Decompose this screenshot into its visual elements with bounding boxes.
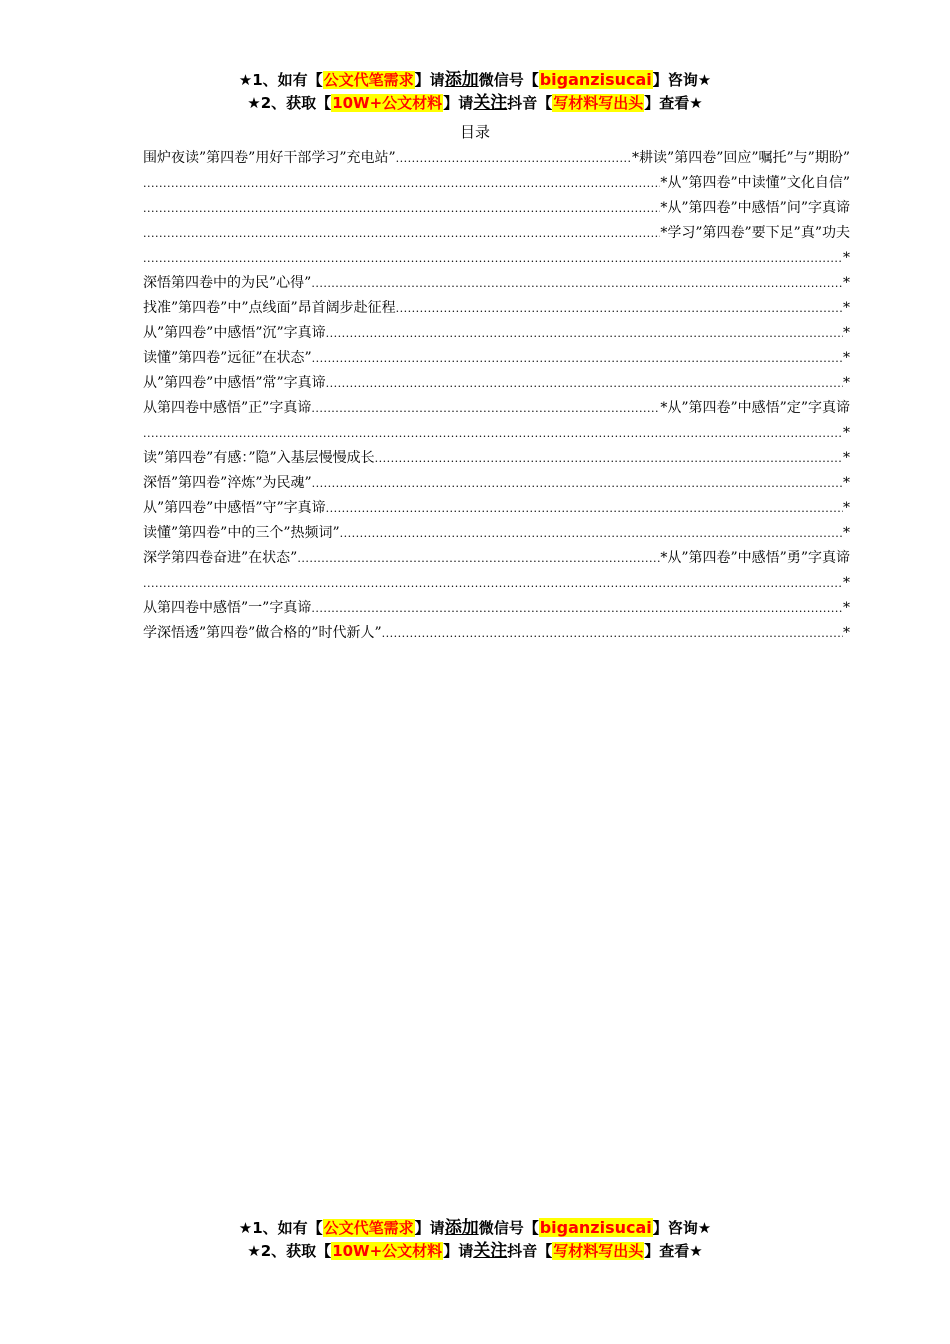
dot-leader [382,621,843,646]
toc-entry-ref: * [843,275,850,291]
toc-entry-title: 深悟”第四卷”淬炼”为民魂” [143,475,312,491]
table-of-contents [143,146,850,646]
toc-entry-ref: *从”第四卷”中感悟”问”字真谛 [660,200,850,216]
banner-text: 】请 [414,1219,445,1237]
toc-entry-title: 读懂”第四卷”中的三个”热频词” [143,525,340,541]
toc-entry-title: 深学第四卷奋进”在状态” [143,550,298,566]
dot-leader [326,371,843,396]
toc-entry[interactable] [143,171,850,196]
toc-entry[interactable] [143,396,850,421]
dot-leader [311,396,660,421]
toc-entry[interactable] [143,571,850,596]
toc-entry[interactable] [143,246,850,271]
emphasis-text: 关注 [473,93,508,113]
toc-entry-ref: *学习”第四卷”要下足”真”功夫 [660,225,850,241]
toc-entry[interactable] [143,421,850,446]
dot-leader [143,171,660,196]
banner-text: 】请 [414,71,445,89]
dot-leader [326,496,843,521]
dot-leader [375,446,843,471]
toc-entry-ref: * [843,300,850,316]
toc-entry-title: 深悟第四卷中的为民”心得” [143,275,312,291]
banner-text: ★2、获取【 [247,1242,332,1260]
dot-leader [143,571,843,596]
toc-entry[interactable] [143,471,850,496]
emphasis-text: 添加 [444,1218,479,1238]
footer-banner [0,1217,950,1263]
toc-entry-ref: *耕读”第四卷”回应”嘱托”与”期盼” [632,150,850,166]
toc-entry[interactable] [143,296,850,321]
banner-text: 】请 [443,94,474,112]
toc-entry[interactable] [143,446,850,471]
toc-entry[interactable] [143,546,850,571]
toc-entry-title: 学深悟透”第四卷”做合格的”时代新人” [143,625,382,641]
toc-entry[interactable] [143,621,850,646]
dot-leader [326,321,843,346]
douyin-id: 写材料写出头 [553,94,644,112]
toc-entry-ref: * [843,575,850,591]
banner-line-2 [0,1240,950,1263]
toc-entry-ref: *从”第四卷”中读懂”文化自信” [660,175,850,191]
dot-leader [396,296,843,321]
toc-entry-ref: * [843,600,850,616]
toc-entry-ref: * [843,425,850,441]
banner-text: 微信号【 [478,71,539,89]
dot-leader [312,346,843,371]
highlight-label: 公文代笔需求 [323,71,414,89]
toc-entry-title: 从第四卷中感悟”一”字真谛 [143,600,312,616]
toc-entry-ref: * [843,250,850,266]
toc-entry[interactable] [143,521,850,546]
wechat-id: biganzisucai [539,1218,652,1237]
toc-entry[interactable] [143,346,850,371]
wechat-id: biganzisucai [539,70,652,89]
banner-line-1 [0,69,950,92]
toc-entry-title: 从”第四卷”中感悟”守”字真谛 [143,500,326,516]
toc-entry-title: 从第四卷中感悟”正”字真谛 [143,400,312,416]
banner-text: 】咨询★ [652,71,712,89]
toc-entry[interactable] [143,271,850,296]
banner-text: ★2、获取【 [247,94,332,112]
dot-leader [143,421,843,446]
dot-leader [297,546,660,571]
dot-leader [311,596,843,621]
dot-leader [396,146,632,171]
banner-text: 微信号【 [478,1219,539,1237]
header-banner [0,69,950,115]
dot-leader [312,471,843,496]
toc-entry-ref: * [843,375,850,391]
dot-leader [311,271,843,296]
toc-entry-ref: *从”第四卷”中感悟”勇”字真谛 [660,550,850,566]
toc-entry-ref: * [843,500,850,516]
toc-entry-ref: * [843,525,850,541]
banner-text: 】查看★ [644,1242,703,1260]
banner-line-1 [0,1217,950,1240]
banner-text: 】咨询★ [652,1219,712,1237]
banner-line-2 [0,92,950,115]
highlight-label: 公文代笔需求 [323,1219,414,1237]
toc-entry-ref: * [843,450,850,466]
toc-entry-title: 从”第四卷”中感悟”常”字真谛 [143,375,326,391]
toc-entry[interactable] [143,146,850,171]
banner-text: 抖音【 [507,1242,553,1260]
toc-entry[interactable] [143,196,850,221]
toc-entry-title: 从”第四卷”中感悟”沉”字真谛 [143,325,326,341]
douyin-id: 写材料写出头 [553,1242,644,1260]
emphasis-text: 关注 [473,1241,508,1261]
banner-text: 】查看★ [644,94,703,112]
banner-text: ★1、如有【 [238,71,323,89]
banner-text: 抖音【 [507,94,553,112]
toc-entry-title: 找准”第四卷”中”点线面”昂首阔步赴征程 [143,300,396,316]
toc-entry[interactable] [143,371,850,396]
dot-leader [340,521,843,546]
toc-entry-title: 围炉夜读”第四卷”用好干部学习”充电站” [143,150,396,166]
toc-entry[interactable] [143,496,850,521]
dot-leader [143,196,660,221]
highlight-label: 10W+公文材料 [332,1242,443,1260]
toc-entry-ref: *从”第四卷”中感悟”定”字真谛 [660,400,850,416]
highlight-label: 10W+公文材料 [332,94,443,112]
toc-title: 目录 [459,123,490,141]
dot-leader [143,246,843,271]
banner-text: ★1、如有【 [238,1219,323,1237]
dot-leader [143,221,660,246]
toc-entry-ref: * [843,475,850,491]
toc-entry[interactable] [143,221,850,246]
toc-entry-title: 读懂”第四卷”远征”在状态” [143,350,312,366]
toc-entry-title: 读”第四卷”有感：”隐”入基层慢慢成长 [143,450,375,466]
banner-text: 】请 [443,1242,474,1260]
emphasis-text: 添加 [444,70,479,90]
toc-entry-ref: * [843,625,850,641]
toc-entry-ref: * [843,325,850,341]
toc-entry[interactable] [143,321,850,346]
toc-entry[interactable] [143,596,850,621]
toc-entry-ref: * [843,350,850,366]
